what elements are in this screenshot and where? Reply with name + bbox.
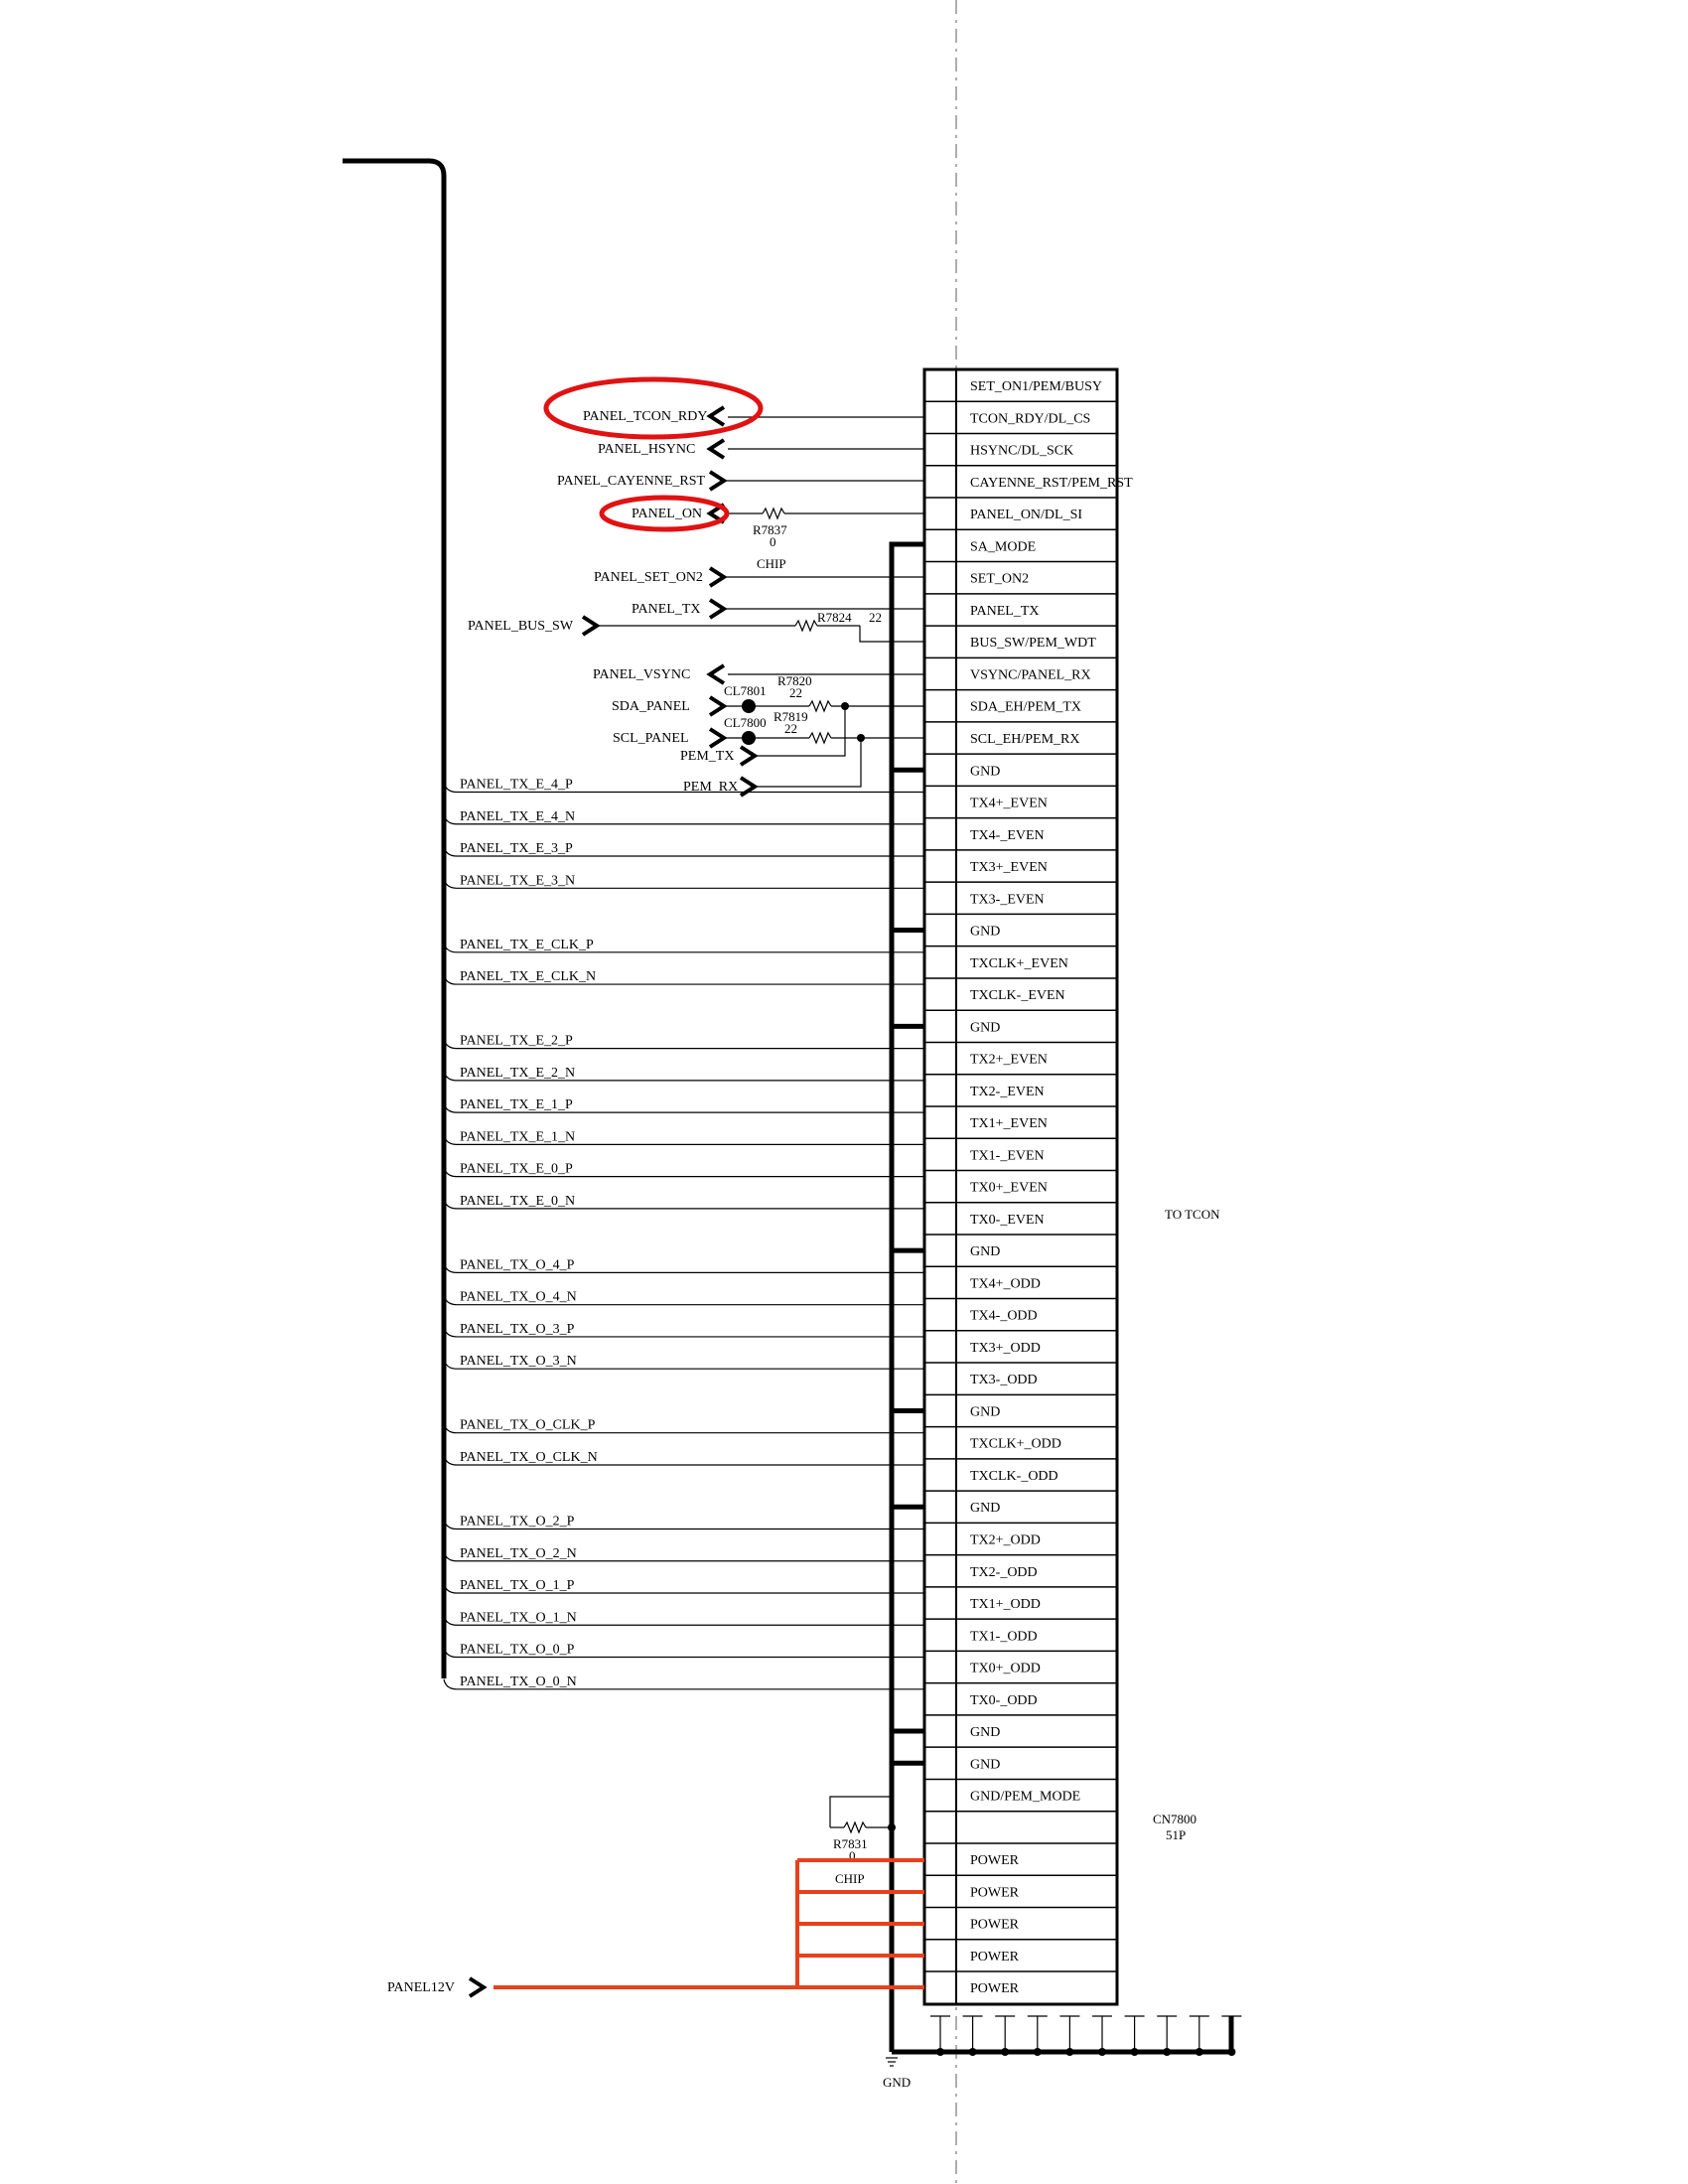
connector-pin-label: VSYNC/PANEL_RX: [970, 667, 1091, 683]
connector-pin-label: TXCLK+_EVEN: [970, 955, 1068, 971]
signal-panel-cayenne-rst: [557, 472, 924, 490]
svg-text:PANEL_BUS_SW: PANEL_BUS_SW: [468, 619, 574, 634]
svg-text:PANEL_ON: PANEL_ON: [632, 507, 703, 521]
lvds-signal-label: PANEL_TX_O_3_N: [460, 1354, 577, 1370]
mount-pin-junction: [1098, 2048, 1106, 2056]
connector-pin-label: PANEL_TX: [970, 603, 1040, 619]
connector-pin-label: POWER: [970, 1917, 1019, 1933]
connector-pin-label: TX3-_EVEN: [970, 892, 1045, 908]
mount-pin-junction: [1196, 2048, 1203, 2056]
r7831-ref: R7831: [833, 1836, 868, 1851]
gnd-symbol: [886, 2058, 898, 2066]
connector-pin-label: SDA_EH/PEM_TX: [970, 699, 1082, 715]
connector-pin-label: POWER: [970, 1981, 1019, 1997]
connector-pin-label: TX1-_ODD: [970, 1629, 1038, 1645]
svg-text:PANEL12V: PANEL12V: [387, 1980, 455, 1995]
connector-pin-label: TX1-_EVEN: [970, 1148, 1045, 1164]
lvds-signal-label: PANEL_TX_E_4_N: [460, 808, 576, 824]
lvds-signal-label: PANEL_TX_E_1_P: [460, 1097, 573, 1113]
signal-panel-on: [632, 505, 924, 522]
signal-panel-bus-sw: [468, 617, 924, 642]
connector-pin-label: TXCLK-_EVEN: [970, 988, 1065, 1004]
connector-pin-label: TX4+_ODD: [970, 1276, 1041, 1292]
connector-pin-label: TX0-_ODD: [970, 1692, 1038, 1708]
svg-text:PANEL_TX: PANEL_TX: [632, 602, 701, 617]
lvds-signal-label: PANEL_TX_O_4_P: [460, 1257, 575, 1273]
connector-pin-label: GND: [970, 1757, 1001, 1773]
lvds-signal-label: PANEL_TX_E_0_P: [460, 1161, 573, 1177]
svg-text:SCL_PANEL: SCL_PANEL: [613, 731, 689, 746]
connector-pin-label: TX2+_ODD: [970, 1532, 1041, 1548]
svg-text:PANEL_HSYNC: PANEL_HSYNC: [598, 442, 696, 457]
cl7800-label: CL7800: [724, 715, 767, 730]
mount-pin-junction: [1065, 2048, 1073, 2056]
connector-pin-label: SCL_EH/PEM_RX: [970, 731, 1080, 747]
connector-ref: CN7800: [1153, 1812, 1197, 1826]
lvds-signal-label: PANEL_TX_O_CLK_N: [460, 1449, 598, 1465]
signal-panel-hsync: [598, 440, 924, 458]
mount-pin-junction: [1001, 2048, 1009, 2056]
connector-pin-label: BUS_SW/PEM_WDT: [970, 636, 1096, 652]
r7820-value: 22: [789, 685, 802, 700]
connector-pin-label: GND/PEM_MODE: [970, 1789, 1081, 1805]
connector-pin-count: 51P: [1166, 1827, 1187, 1842]
connector-pin-label: TX4+_EVEN: [970, 796, 1048, 811]
svg-text:SDA_PANEL: SDA_PANEL: [612, 699, 690, 714]
mount-pin-junction: [1163, 2048, 1171, 2056]
lvds-signal-label: PANEL_TX_E_2_P: [460, 1033, 573, 1049]
r7837-type: CHIP: [757, 556, 786, 571]
gnd-label: GND: [883, 2075, 912, 2090]
mount-pin-junction: [1034, 2048, 1042, 2056]
connector-pin-label: GND: [970, 764, 1001, 780]
lvds-signal-label: PANEL_TX_O_3_P: [460, 1321, 575, 1337]
svg-text:PANEL_CAYENNE_RST: PANEL_CAYENNE_RST: [557, 474, 706, 489]
connector-pin-label: PANEL_ON/DL_SI: [970, 508, 1083, 523]
connector-pin-label: TX0+_EVEN: [970, 1180, 1048, 1196]
connector-pin-label: TX2-_EVEN: [970, 1084, 1045, 1099]
connector-pin-label: CAYENNE_RST/PEM_RST: [970, 475, 1133, 491]
mount-pin-junction: [936, 2048, 944, 2056]
cl7801-label: CL7801: [724, 683, 767, 698]
connector-pin-label: SET_ON2: [970, 571, 1030, 587]
lvds-signal-label: PANEL_TX_O_1_N: [460, 1610, 577, 1626]
svg-text:PANEL_TCON_RDY: PANEL_TCON_RDY: [583, 409, 708, 424]
lvds-signal-label: PANEL_TX_E_3_P: [460, 841, 573, 857]
connector-pin-label: TX3-_ODD: [970, 1373, 1038, 1388]
lvds-signal-label: PANEL_TX_O_0_N: [460, 1674, 577, 1689]
connector-pin-label: HSYNC/DL_SCK: [970, 443, 1074, 459]
svg-text:PEM_RX: PEM_RX: [683, 780, 739, 795]
lvds-signal-label: PANEL_TX_E_CLK_P: [460, 937, 594, 952]
r7831-circuit: [830, 1797, 896, 1832]
r7819-value: 22: [784, 721, 797, 736]
connector-pin-label: GND: [970, 1244, 1001, 1260]
lvds-signal-label: PANEL_TX_E_3_N: [460, 873, 576, 889]
connector-pin-label: TX3+_EVEN: [970, 860, 1048, 876]
lvds-signal-label: PANEL_TX_E_4_P: [460, 777, 573, 793]
lvds-signal-label: PANEL_TX_O_2_P: [460, 1514, 575, 1529]
connector-pin-label: TCON_RDY/DL_CS: [970, 411, 1091, 427]
connector-cn7800: [924, 369, 1133, 2004]
lvds-signal-label: PANEL_TX_E_1_N: [460, 1129, 576, 1145]
connector-pin-label: TXCLK-_ODD: [970, 1468, 1058, 1484]
svg-text:PANEL_VSYNC: PANEL_VSYNC: [593, 667, 691, 682]
connector-pin-label: TXCLK+_ODD: [970, 1436, 1061, 1452]
r7824-ref: R7824: [817, 610, 852, 625]
lvds-signal-label: PANEL_TX_O_2_N: [460, 1545, 577, 1561]
connector-pin-label: TX0+_ODD: [970, 1661, 1041, 1676]
lvds-signal-label: PANEL_TX_E_0_N: [460, 1193, 576, 1209]
signal-sda-panel: [612, 697, 924, 715]
r7831-type: CHIP: [835, 1871, 865, 1886]
connector-pin-label: TX2-_ODD: [970, 1564, 1038, 1580]
connector-pin-label: GND: [970, 924, 1001, 940]
connector-pin-label: TX3+_ODD: [970, 1340, 1041, 1356]
r7837-ref: R7837: [753, 522, 787, 537]
r7824-value: 22: [869, 610, 882, 625]
r7837-value: 0: [770, 534, 776, 549]
connector-pin-label: TX4-_ODD: [970, 1308, 1038, 1324]
lvds-signal-label: PANEL_TX_O_4_N: [460, 1289, 577, 1305]
connector-destination: TO TCON: [1165, 1207, 1220, 1222]
connector-pin-label: SA_MODE: [970, 539, 1037, 555]
connector-pin-label: GND: [970, 1501, 1001, 1517]
connector-pin-label: POWER: [970, 1853, 1019, 1869]
connector-pin-label: TX1+_ODD: [970, 1597, 1041, 1613]
connector-pin-label: GND: [970, 1404, 1001, 1420]
mount-pin-junction: [1227, 2048, 1235, 2056]
svg-text:PEM_TX: PEM_TX: [680, 749, 735, 764]
mount-pin-junction: [1131, 2048, 1139, 2056]
connector-pin-label: GND: [970, 1725, 1001, 1741]
lvds-signal-label: PANEL_TX_O_CLK_P: [460, 1417, 596, 1433]
connector-pin-label: SET_ON1/PEM/BUSY: [970, 379, 1103, 395]
lvds-signal-label: PANEL_TX_E_CLK_N: [460, 969, 597, 985]
connector-pin-label: TX4-_EVEN: [970, 827, 1045, 843]
lvds-signal-label: PANEL_TX_O_1_P: [460, 1578, 575, 1594]
connector-pin-label: GND: [970, 1020, 1001, 1036]
r7819-ref: R7819: [774, 709, 808, 724]
connector-pin-label: TX0-_EVEN: [970, 1212, 1045, 1228]
signal-panel-vsync: [593, 665, 924, 683]
signal-scl-panel: [613, 729, 924, 747]
r7820-ref: R7820: [777, 673, 812, 688]
lvds-signal-label: PANEL_TX_E_2_N: [460, 1065, 576, 1081]
lvds-signal-label: PANEL_TX_O_0_P: [460, 1642, 575, 1658]
connector-pin-label: TX2+_EVEN: [970, 1052, 1048, 1068]
connector-pin-label: POWER: [970, 1949, 1019, 1965]
lvds-bus: [343, 161, 444, 1678]
bottom-ground-bar: [892, 2016, 1231, 2052]
svg-text:PANEL_SET_ON2: PANEL_SET_ON2: [594, 570, 703, 585]
connector-pin-label: POWER: [970, 1885, 1019, 1901]
r7831-value: 0: [849, 1848, 856, 1863]
highlight-panel-tcon-rdy: [546, 379, 761, 437]
mount-pin-junction: [969, 2048, 977, 2056]
connector-pin-label: TX1+_EVEN: [970, 1116, 1048, 1132]
